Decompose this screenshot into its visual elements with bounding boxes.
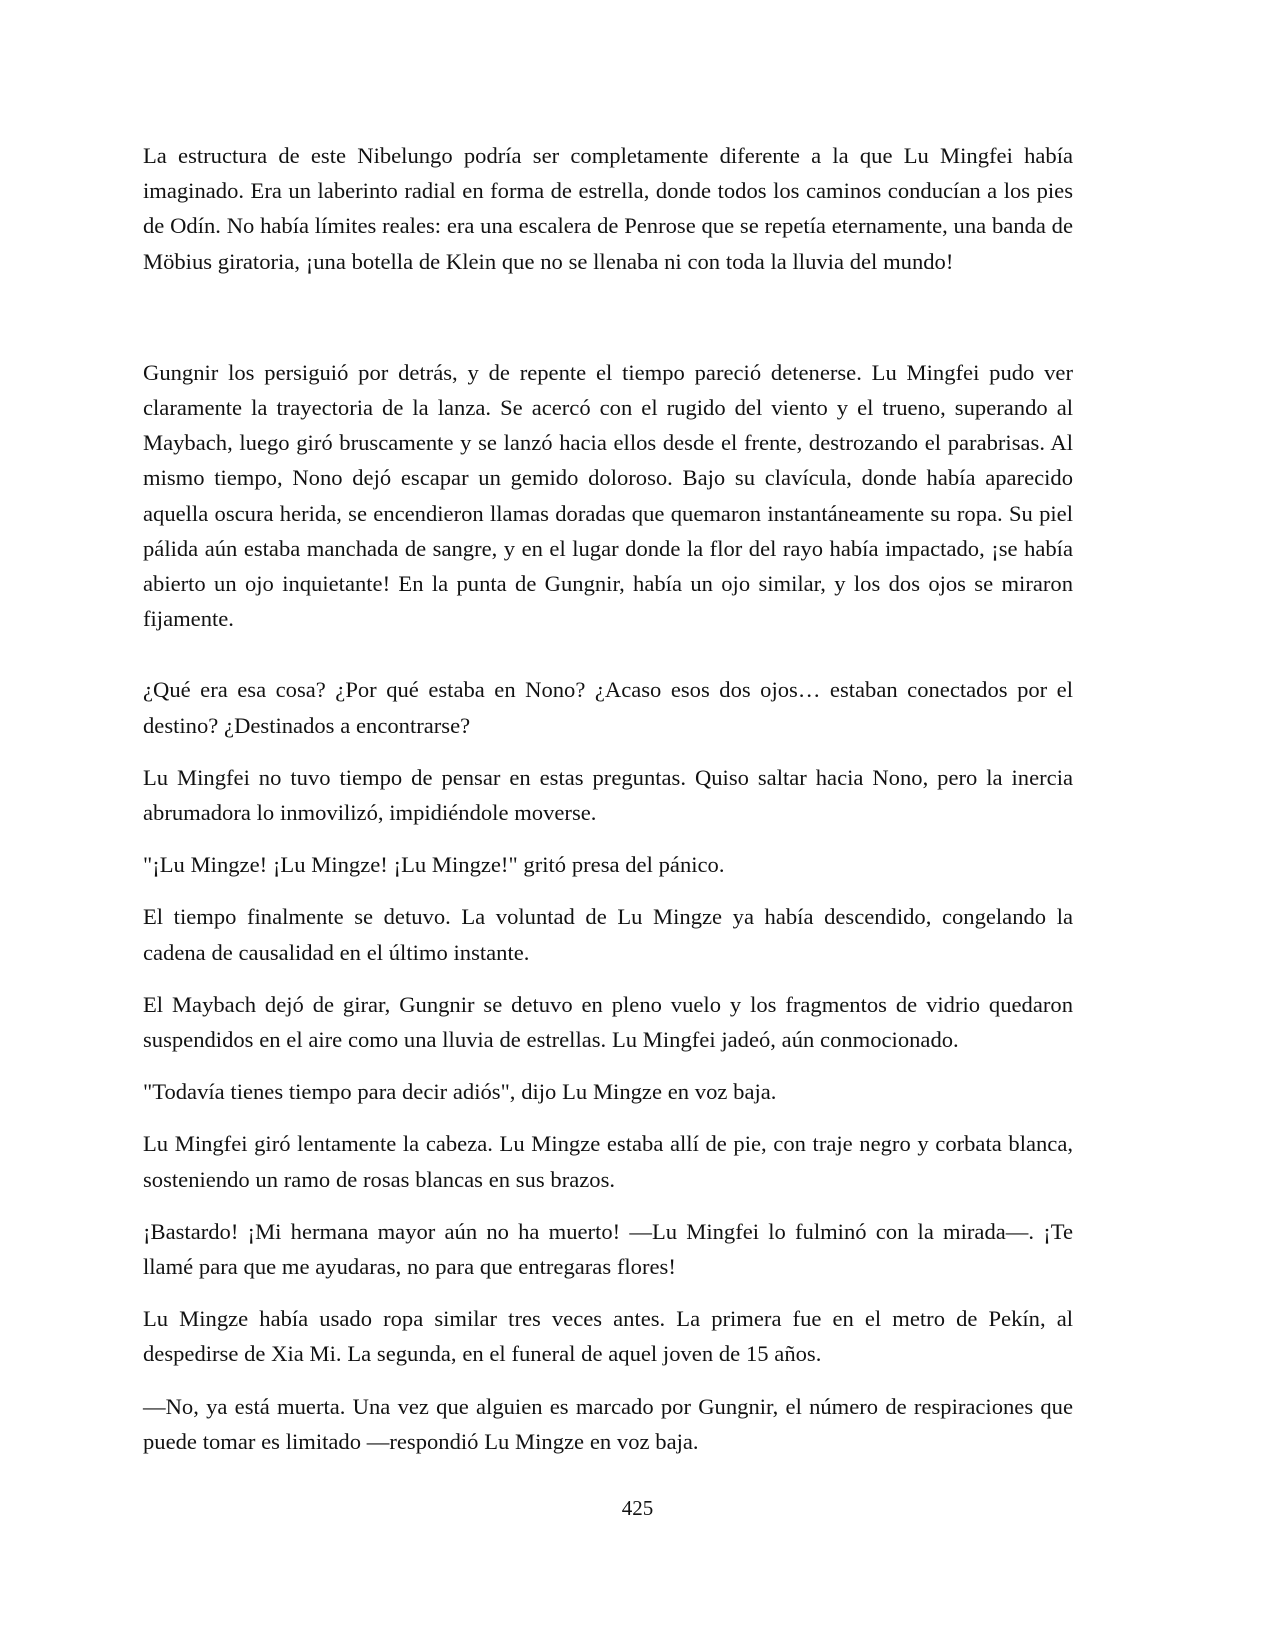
paragraph-11: Lu Mingze había usado ropa similar tres veces antes. La primera fue en el metro de Pekín, al despedirse de Xia Mi. La segunda, en el funeral de aquel joven de 15 años. [143,1306,1073,1367]
paragraph-7: El Maybach dejó de girar, Gungnir se detuvo en pleno vuelo y los fragmentos de vidrio quedaron suspendidos en el aire como una lluvia de estrellas. Lu Mingfei jadeó, aún conmocionado. [143,991,1073,1053]
paragraph-8-dialogue: "Todavía tienes tiempo para decir adiós", dijo Lu Mingze en voz baja. [143,1079,777,1105]
paragraph-6: El tiempo finalmente se detuvo. La voluntad de Lu Mingze ya había descendido, congelando la cadena de causalidad en el último instante. [143,904,1073,965]
paragraph-3: ¿Qué era esa cosa? ¿Por qué estaba en Nono? ¿Acaso esos dos ojos… estaban conectados por el destino? ¿Destinados a encontrarse? [143,677,1073,738]
paragraph-9: Lu Mingfei giró lentamente la cabeza. Lu Mingze estaba allí de pie, con traje negro y corbata blanca, sosteniendo un ramo de rosas blancas en sus brazos. [143,1131,1073,1192]
paragraph-1: La estructura de este Nibelungo podría ser completamente diferente a la que Lu Mingfei había imaginado. Era un laberinto radial en forma de estrella, donde todos los caminos conducían a los pies de Odín. No había límites reales: era una escalera de Penrose que se repetía eternamente, una banda de Möbius giratoria, ¡una botella de Klein que no se llenaba ni con toda la lluvia del mundo! [143,143,1073,274]
paragraph-12-dialogue: —No, ya está muerta. Una vez que alguien es marcado por Gungnir, el número de respiraciones que puede tomar es limitado —respondió Lu Mingze en voz baja. [143,1393,1073,1454]
paragraph-5-dialogue: "¡Lu Mingze! ¡Lu Mingze! ¡Lu Mingze!" gritó presa del pánico. [143,852,725,878]
paragraph-4: Lu Mingfei no tuvo tiempo de pensar en estas preguntas. Quiso saltar hacia Nono, pero la inercia abrumadora lo inmovilizó, impidiéndole moverse. [143,764,1073,826]
page-number-folio: 425 [621,1496,654,1520]
page-body-text [143,138,1073,1459]
paragraph-2: Gungnir los persiguió por detrás, y de repente el tiempo pareció detenerse. Lu Mingfei pudo ver claramente la trayectoria de la lanza. Se acercó con el rugido del viento y el trueno, superando al Maybach, luego giró bruscamente y se lanzó hacia ellos desde el frente, destrozando el parabrisas. Al mismo tiempo, Nono dejó escapar un gemido doloroso. Bajo su clavícula, donde había aparecido aquella oscura herida, se encendieron llamas doradas que quemaron instantáneamente su ropa. Su piel pálida aún estaba manchada de sangre, y en el lugar donde la flor del rayo había impactado, ¡se había abierto un ojo inquietante! En la punta de Gungnir, había un ojo similar, y los dos ojos se miraron fijamente. [143,359,1073,632]
paragraph-10-dialogue: ¡Bastardo! ¡Mi hermana mayor aún no ha muerto! —Lu Mingfei lo fulminó con la mirada—. ¡Te llamé para que me ayudaras, no para que entregaras flores! [143,1218,1073,1280]
